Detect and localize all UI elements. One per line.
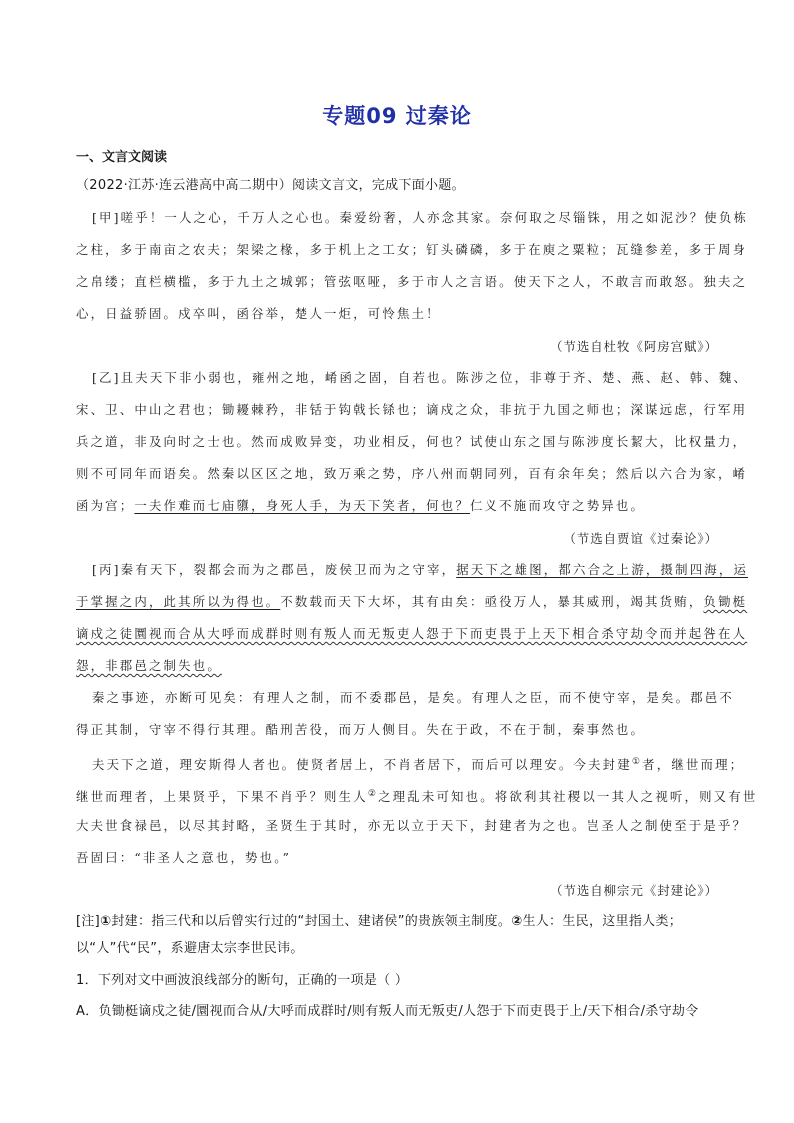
- notes-label: [注]: [76, 914, 101, 929]
- text-span: 者，继世而理；: [642, 757, 745, 773]
- source-citation: （节选自杜牧《阿房宫赋》）: [550, 339, 718, 354]
- underlined-sentence: 一夫作难而七庙隳，身死人手，为天下笑者，何也？: [134, 498, 470, 513]
- passage-yi-line: 宋、卫、中山之君也；锄耰棘矜，非铦于钩戟长铩也；谪戍之众，非抗于九国之师也；深谋远虑，行军用: [76, 402, 748, 417]
- question-stem: 1．下列对文中画波浪线部分的断句，正确的一项是（ ）: [76, 973, 409, 988]
- intro-line: （2022·江苏·连云港高中高二期中）阅读文言文，完成下面小题。: [76, 178, 465, 193]
- passage-yi-line: [乙]且夫天下非小弱也，雍州之地，崤函之固，自若也。陈涉之位，非尊于齐、楚、燕、赵、韩、魏、: [92, 370, 749, 385]
- passage-jia-line: 之柱，多于南亩之农夫；架梁之椽，多于机上之工女；钉头磷磷，多于在庾之粟粒；瓦缝参差，多于周身: [76, 242, 748, 257]
- text-span: 之理乱未可知也。将欲利其社稷以一其人之视听，则又有世: [378, 789, 758, 805]
- passage-bing-line: 大夫世食禄邑，以尽其封略，圣贤生于其时，亦无以立于天下，封建者为之也。岂圣人之制使至于是乎？: [76, 818, 748, 833]
- footnote-mark: ①: [631, 757, 643, 767]
- question-option-a: A．负锄梃谪戍之徒/圜视而合从/大呼而成群时/则有叛人而无叛吏/人怨于下而吏畏于上/天下相合/杀守劫令: [76, 1004, 699, 1019]
- text-span: 生人：生民，这里指人类；: [522, 914, 683, 929]
- passage-bing-line: [76, 786, 757, 805]
- text-span: [丙]秦有天下，裂都会而为之郡邑，废侯卫而为之守宰，: [92, 562, 457, 577]
- text-span: 夫天下之道，理安斯得人者也。使贤者居上，不肖者居下，而后可以理安。今夫封建: [92, 757, 632, 773]
- wavy-underlined-text: 谪戍之徒圜视而合从大呼而成群时则有叛人而无叛吏人怨于下而吏畏于上天下相合杀守劫令而并起咎在人: [76, 626, 748, 641]
- wavy-underlined-text: 负锄梃: [703, 594, 748, 609]
- passage-bing-line: [92, 562, 748, 578]
- text-span: 仁义不施而攻守之势异也。: [469, 498, 646, 513]
- wavy-underlined-text: 怨，非郡邑之制失也。: [76, 658, 222, 673]
- underlined-sentence: 于掌握之内，此其所以为得也。: [76, 594, 281, 609]
- source-citation: （节选自贾谊《过秦论》）: [563, 531, 718, 546]
- footnote-mark: ①: [100, 914, 112, 929]
- source-citation: （节选自柳宗元《封建论》）: [550, 883, 718, 898]
- passage-bing-line: [92, 754, 744, 773]
- text-span: 封建：指三代和以后曾实行过的“封国土、建诸侯”的贵族领主制度。: [111, 914, 512, 929]
- footnote-mark: ②: [367, 789, 379, 799]
- passage-bing-line: [76, 658, 222, 674]
- section-heading: 一、文言文阅读: [76, 150, 168, 165]
- passage-yi-line: 兵之道，非及向时之士也。然而成败异变，功业相反，何也？试使山东之国与陈涉度长絜大，比权量力，: [76, 434, 748, 449]
- passage-yi-line: 则不可同年而语矣。然秦以区区之地，致万乘之势，序八州而朝同列，百有余年矣；然后以六合为家，崤: [76, 466, 748, 481]
- passage-bing-line: [76, 626, 747, 642]
- underlined-sentence: 据天下之雄图，都六合之上游，摄制四海，运: [456, 562, 749, 577]
- passage-bing-line: 吾固曰：“非圣人之意也，势也。”: [76, 850, 292, 865]
- passage-jia-line: 之帛缕；直栏横槛，多于九土之城郭；管弦呕哑，多于市人之言语。使天下之人，不敢言而敢怒。独夫之: [76, 274, 748, 289]
- text-span: 函为宫；: [76, 498, 135, 513]
- notes-line: 以“人”代“民”，系避唐太宗李世民讳。: [76, 941, 304, 956]
- notes-line: [76, 914, 682, 930]
- text-span: 不数载而天下大坏，其有由矣：亟役万人，暴其威刑，竭其货贿，: [280, 594, 704, 609]
- passage-bing-line: 秦之事迹，亦断可见矣：有理人之制，而不委郡邑，是矣。有理人之臣，而不使守宰，是矣。郡邑不: [92, 690, 734, 705]
- footnote-mark: ②: [511, 914, 523, 929]
- passage-bing-line: 得正其制，守宰不得行其理。酷刑苦役，而万人侧目。失在于政，不在于制，秦事然也。: [76, 722, 646, 737]
- passage-yi-line: [76, 498, 645, 514]
- text-span: 继世而理者，上果贤乎，下果不肖乎？则生人: [76, 789, 368, 805]
- page-title: 专题09 过秦论: [322, 104, 472, 128]
- passage-jia-line: 心，日益骄固。戍卒叫，函谷举，楚人一炬，可怜焦土！: [76, 306, 441, 321]
- passage-bing-line: [76, 594, 747, 610]
- passage-jia-line: [甲]嗟乎！一人之心，千万人之心也。秦爱纷奢，人亦念其家。奈何取之尽锱铢，用之如泥沙？使负栋: [92, 210, 749, 225]
